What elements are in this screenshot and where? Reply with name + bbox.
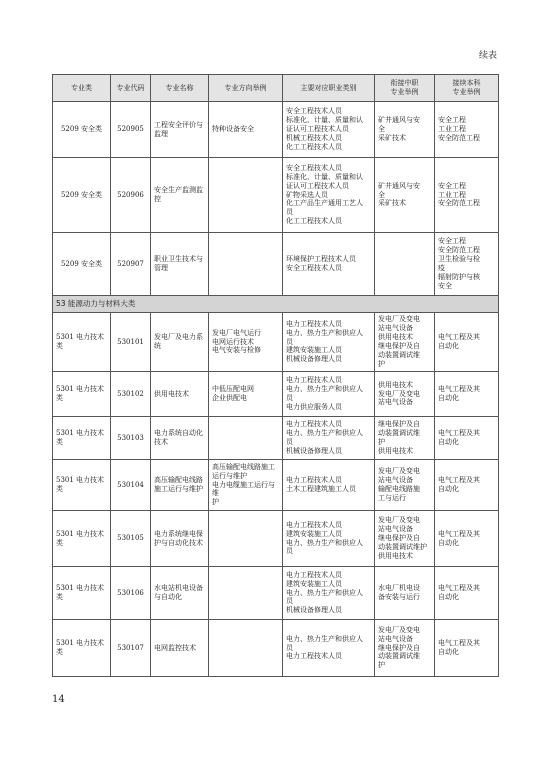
direction-cell <box>209 372 283 417</box>
major-name-cell-line: 技术 <box>154 438 168 446</box>
major-catalog-table <box>52 74 499 677</box>
table-row <box>53 460 499 511</box>
job-category-cell-line: 电力工程技术人员 <box>286 420 342 429</box>
undergrad-cell-line: 电气工程及其 <box>438 333 480 342</box>
vocational-cell <box>375 372 435 417</box>
undergrad-cell-line: 安全防范工程 <box>438 246 480 255</box>
undergrad-cell-line: 自动化 <box>438 394 459 402</box>
job-category-cell-line: 证认可工程技术人员 <box>286 125 349 134</box>
code-cell: 530102 <box>111 372 151 417</box>
code-cell: 520906 <box>111 158 151 233</box>
vocational-cell <box>375 460 435 511</box>
job-category-cell-line: 电力工程技术人员 <box>286 570 342 579</box>
job-category-cell-line: 电力、热力生产和供应人 <box>286 328 363 337</box>
vocational-cell-line: 动装置调试维 <box>378 652 420 661</box>
job-category-cell-line: 电力工程技术人员 <box>286 376 342 385</box>
vocational-cell-line: 护 <box>378 359 385 368</box>
direction-cell-line: 护 <box>212 498 219 507</box>
table-row <box>53 417 499 460</box>
job-category-cell-line: 员 <box>286 438 293 446</box>
direction-cell <box>209 417 283 460</box>
col-header: 接续本科 专业举例 <box>435 75 499 102</box>
job-category-cell-line: 电力供应服务人员 <box>286 402 342 411</box>
major-name-cell-line: 电力系统继电保 <box>154 529 203 538</box>
category-cell <box>53 460 111 511</box>
undergrad-cell-line: 工业工程 <box>438 125 466 134</box>
table-row <box>53 511 499 567</box>
category-cell <box>53 567 111 620</box>
undergrad-cell-line: 自动化 <box>438 438 459 446</box>
major-name-cell-line: 发电厂及电力系 <box>154 333 203 342</box>
undergrad-cell-line: 电气工程及其 <box>438 639 480 648</box>
vocational-cell-line: 矿井通风与安 <box>378 181 420 190</box>
table-row <box>53 620 499 677</box>
code-cell: 530106 <box>111 567 151 620</box>
job-category-cell-line: 电力、热力生产和供应人 <box>286 385 363 394</box>
category-cell-line: 类 <box>56 394 63 402</box>
undergrad-cell <box>435 102 499 158</box>
direction-cell-line: 企业供配电 <box>212 394 247 402</box>
major-name-cell <box>151 158 209 233</box>
job-category-cell-line: 机械设备修理人员 <box>286 606 342 615</box>
category-cell-line: 类 <box>56 648 63 656</box>
direction-cell <box>209 460 283 511</box>
category-cell-line: 5301 电力技术 <box>56 333 105 342</box>
col-header: 专业方向举例 <box>209 75 283 102</box>
category-cell: 5209 安全类 <box>53 233 111 296</box>
job-category-cell <box>283 417 375 460</box>
vocational-cell-line: 站电气设备 <box>378 525 413 534</box>
col-header: 专业名称 <box>151 75 209 102</box>
vocational-cell-line: 全 <box>378 125 385 134</box>
table-row <box>53 233 499 296</box>
undergrad-cell-line: 自动化 <box>438 593 459 601</box>
vocational-cell-line: 采矿技术 <box>378 133 406 142</box>
job-category-cell-line: 化工工程技术人员 <box>286 217 342 226</box>
vocational-cell-line: 继电保护及自 <box>378 643 420 652</box>
direction-cell <box>209 620 283 677</box>
category-cell-line: 5301 电力技术 <box>56 584 105 593</box>
major-name-cell <box>151 372 209 417</box>
job-category-cell-line: 标准化、计量、质量和认 <box>286 172 363 181</box>
vocational-cell-line: 继电保护及自 <box>378 342 420 350</box>
major-name-cell-line: 护与自动化技术 <box>154 538 203 547</box>
vocational-cell-line: 供用电技术 <box>378 380 413 389</box>
category-cell-line: 类 <box>56 538 63 547</box>
vocational-cell-line: 动装置调试维 <box>378 429 420 438</box>
job-category-cell-line: 安全工程技术人员 <box>286 107 342 116</box>
undergrad-cell <box>435 313 499 372</box>
job-category-cell-line: 员 <box>286 337 293 346</box>
job-category-cell <box>283 102 375 158</box>
code-cell: 520905 <box>111 102 151 158</box>
job-category-cell <box>283 233 375 296</box>
major-name-cell-line: 水电站机电设备 <box>154 584 203 593</box>
undergrad-cell-line: 电气工程及其 <box>438 529 480 538</box>
direction-cell-line: 发电厂电气运行 <box>212 328 261 337</box>
undergrad-cell-line: 安全 <box>438 281 452 290</box>
table-header-row <box>53 75 499 102</box>
direction-cell-line: 电力电缆施工运行与维 <box>212 480 275 498</box>
job-category-cell-line: 土木工程建筑施工人员 <box>286 485 356 493</box>
major-name-cell-line: 控 <box>154 195 161 203</box>
table-row <box>53 102 499 158</box>
category-cell-line: 类 <box>56 593 63 601</box>
major-name-cell-line: 安全生产监测监 <box>154 186 203 195</box>
undergrad-cell <box>435 233 499 296</box>
vocational-cell-line: 矿井通风与安 <box>378 116 420 125</box>
direction-cell <box>209 158 283 233</box>
major-name-cell <box>151 102 209 158</box>
undergrad-cell-line: 电气工程及其 <box>438 584 480 593</box>
major-name-cell-line: 工程安全评价与 <box>154 120 203 129</box>
job-category-cell <box>283 567 375 620</box>
vocational-cell-line: 供用电技术 <box>378 551 413 560</box>
vocational-cell-line: 发电厂及变电 <box>378 625 420 634</box>
job-category-cell-line: 证认可工程技术人员 <box>286 181 349 190</box>
undergrad-cell <box>435 372 499 417</box>
undergrad-cell-line: 电气工程及其 <box>438 429 480 438</box>
table-row <box>53 158 499 233</box>
job-category-cell-line: 建筑安装施工人员 <box>286 579 342 588</box>
job-category-cell-line: 矿物采选人员 <box>286 190 328 199</box>
undergrad-cell-line: 疫 <box>438 264 445 272</box>
undergrad-cell-line: 安全防范工程 <box>438 199 480 208</box>
job-category-cell-line: 环境保护工程技术人员 <box>286 255 356 264</box>
direction-cell-line: 运行与维护 <box>212 471 247 480</box>
job-category-cell-line: 员 <box>286 208 293 217</box>
major-name-cell <box>151 313 209 372</box>
vocational-cell-line: 站电气设备 <box>378 398 413 407</box>
direction-cell-line: 高压输配电线路施工 <box>212 462 275 471</box>
job-category-cell-line: 员 <box>286 643 293 652</box>
direction-cell-line: 电网运行技术 <box>212 337 254 346</box>
col-header: 专业代码 <box>111 75 151 102</box>
vocational-cell-line: 发电厂及变电 <box>378 516 420 525</box>
vocational-cell-line: 发电厂及变电 <box>378 315 420 324</box>
undergrad-cell <box>435 417 499 460</box>
job-category-cell-line: 员 <box>286 597 293 606</box>
job-category-cell-line: 安全工程技术人员 <box>286 264 342 272</box>
continued-label: 续表 <box>478 51 497 61</box>
vocational-cell-line: 动装置调试维 <box>378 350 420 359</box>
undergrad-cell-line: 卫生检验与检 <box>438 255 480 264</box>
col-header: 专业类 <box>53 75 111 102</box>
vocational-cell <box>375 620 435 677</box>
category-cell-line: 5301 电力技术 <box>56 529 105 538</box>
job-category-cell <box>283 620 375 677</box>
job-category-cell-line: 机械设备修理人员 <box>286 446 342 455</box>
category-cell-line: 5301 电力技术 <box>56 429 105 438</box>
vocational-cell <box>375 417 435 460</box>
undergrad-cell-line: 安全工程 <box>438 181 466 190</box>
job-category-cell-line: 电力、热力生产和供应人 <box>286 588 363 597</box>
vocational-cell-line: 供用电技术 <box>378 333 413 342</box>
job-category-cell-line: 电力、热力生产和供应人 <box>286 634 363 643</box>
job-category-cell-line: 机械设备修理人员 <box>286 355 342 364</box>
vocational-cell-line: 备安装与运行 <box>378 593 420 601</box>
undergrad-cell <box>435 567 499 620</box>
vocational-cell-line: 采矿技术 <box>378 199 406 208</box>
job-category-cell <box>283 460 375 511</box>
vocational-cell-line: 输配电线路施 <box>378 485 420 493</box>
vocational-cell-line: 站电气设备 <box>378 324 413 333</box>
job-category-cell <box>283 511 375 567</box>
code-cell: 530105 <box>111 511 151 567</box>
direction-cell <box>209 511 283 567</box>
job-category-cell <box>283 372 375 417</box>
vocational-cell-line: 继电保护及自 <box>378 420 420 429</box>
undergrad-cell <box>435 620 499 677</box>
direction-cell-line: 中低压配电网 <box>212 385 254 394</box>
vocational-cell-line: 动装置调试维护 <box>378 542 427 551</box>
vocational-cell-line: 供用电技术 <box>378 446 413 455</box>
table-row <box>53 372 499 417</box>
job-category-cell-line: 化工工程技术人员 <box>286 142 342 151</box>
undergrad-cell-line: 自动化 <box>438 648 459 656</box>
major-name-cell <box>151 233 209 296</box>
job-category-cell-line: 机械工程技术人员 <box>286 133 342 142</box>
major-name-cell <box>151 567 209 620</box>
major-name-cell <box>151 511 209 567</box>
category-cell-line: 5301 电力技术 <box>56 639 105 648</box>
vocational-cell-line: 工与运行 <box>378 493 406 502</box>
direction-cell-line: 特种设备安全 <box>212 125 254 134</box>
undergrad-cell-line: 辐射防护与核 <box>438 272 480 281</box>
job-category-cell <box>283 158 375 233</box>
undergrad-cell-line: 电气工程及其 <box>438 476 480 485</box>
vocational-cell-line: 继电保护及自 <box>378 534 420 543</box>
table-row <box>53 567 499 620</box>
power-tech-rows <box>53 313 499 677</box>
table-row <box>53 313 499 372</box>
vocational-cell-line: 站电气设备 <box>378 476 413 485</box>
major-name-cell-line: 管理 <box>154 264 168 272</box>
job-category-cell-line: 员 <box>286 394 293 402</box>
job-category-cell-line: 电力工程技术人员 <box>286 520 342 529</box>
undergrad-cell-line: 安全工程 <box>438 116 466 125</box>
job-category-cell-line: 电力工程技术人员 <box>286 319 342 328</box>
vocational-cell-line: 发电厂及变电 <box>378 467 420 476</box>
undergrad-cell-line: 自动化 <box>438 538 459 547</box>
category-cell: 5209 安全类 <box>53 158 111 233</box>
code-cell: 530103 <box>111 417 151 460</box>
job-category-cell-line: 电力、热力生产和供应人 <box>286 538 363 547</box>
category-cell-line: 类 <box>56 485 63 493</box>
vocational-cell-line: 站电气设备 <box>378 634 413 643</box>
category-cell-line: 类 <box>56 438 63 446</box>
vocational-cell-line: 水电厂机电设 <box>378 584 420 593</box>
job-category-cell-line: 安全工程技术人员 <box>286 163 342 172</box>
direction-cell <box>209 102 283 158</box>
vocational-cell-line: 护 <box>378 661 385 670</box>
direction-cell <box>209 233 283 296</box>
major-name-cell-line: 高压输配电线路 <box>154 476 203 485</box>
undergrad-cell-line: 电气工程及其 <box>438 385 480 394</box>
undergrad-cell-line: 工业工程 <box>438 190 466 199</box>
major-name-cell-line: 统 <box>154 342 161 350</box>
category-cell <box>53 620 111 677</box>
job-category-cell-line: 电力、热力生产和供应人 <box>286 429 363 438</box>
code-cell: 530104 <box>111 460 151 511</box>
category-cell <box>53 511 111 567</box>
code-cell: 520907 <box>111 233 151 296</box>
job-category-cell-line: 员 <box>286 547 293 556</box>
job-category-cell-line: 标准化、计量、质量和认 <box>286 116 363 125</box>
safety-rows <box>53 102 499 296</box>
vocational-cell-line: 全 <box>378 190 385 199</box>
category-cell-line: 类 <box>56 342 63 350</box>
vocational-cell-line: 发电厂及变电 <box>378 389 420 398</box>
major-name-cell <box>151 460 209 511</box>
undergrad-cell-line: 安全防范工程 <box>438 133 480 142</box>
category-cell <box>53 417 111 460</box>
vocational-cell <box>375 313 435 372</box>
section-title: 53 能源动力与材料大类 <box>53 296 499 313</box>
undergrad-cell <box>435 460 499 511</box>
page-number: 14 <box>52 694 65 705</box>
major-name-cell-line: 电网监控技术 <box>154 643 196 652</box>
major-name-cell <box>151 417 209 460</box>
col-header: 衔接中职 专业举例 <box>375 75 435 102</box>
section-rows <box>53 296 499 313</box>
category-cell: 5209 安全类 <box>53 102 111 158</box>
major-name-cell-line: 供用电技术 <box>154 389 189 398</box>
col-header: 主要对应职业类别 <box>283 75 375 102</box>
vocational-cell <box>375 102 435 158</box>
direction-cell <box>209 567 283 620</box>
job-category-cell-line: 电力工程技术人员 <box>286 652 342 661</box>
job-category-cell-line: 建筑安装施工人员 <box>286 529 342 538</box>
major-name-cell-line: 监理 <box>154 129 168 138</box>
job-category-cell <box>283 313 375 372</box>
undergrad-cell-line: 安全工程 <box>438 237 466 246</box>
major-name-cell-line: 职业卫生技术与 <box>154 255 203 264</box>
category-cell-line: 5301 电力技术 <box>56 385 105 394</box>
category-cell <box>53 313 111 372</box>
category-cell <box>53 372 111 417</box>
major-name-cell-line: 与自动化 <box>154 593 182 601</box>
undergrad-cell <box>435 158 499 233</box>
job-category-cell-line: 建筑安装施工人员 <box>286 346 342 355</box>
section-header-row <box>53 296 499 313</box>
undergrad-cell <box>435 511 499 567</box>
major-name-cell-line: 施工运行与维护 <box>154 485 203 493</box>
code-cell: 530107 <box>111 620 151 677</box>
job-category-cell-line: 电力工程技术人员 <box>286 476 342 485</box>
direction-cell <box>209 313 283 372</box>
category-cell-line: 5301 电力技术 <box>56 476 105 485</box>
vocational-cell <box>375 233 435 296</box>
major-name-cell <box>151 620 209 677</box>
major-name-cell-line: 电力系统自动化 <box>154 429 203 438</box>
job-category-cell-line: 化工产品生产通用工艺人 <box>286 199 363 208</box>
undergrad-cell-line: 自动化 <box>438 342 459 350</box>
vocational-cell <box>375 511 435 567</box>
vocational-cell <box>375 567 435 620</box>
undergrad-cell-line: 自动化 <box>438 485 459 493</box>
vocational-cell <box>375 158 435 233</box>
direction-cell-line: 电气安装与检修 <box>212 346 261 355</box>
vocational-cell-line: 护 <box>378 438 385 446</box>
code-cell: 530101 <box>111 313 151 372</box>
